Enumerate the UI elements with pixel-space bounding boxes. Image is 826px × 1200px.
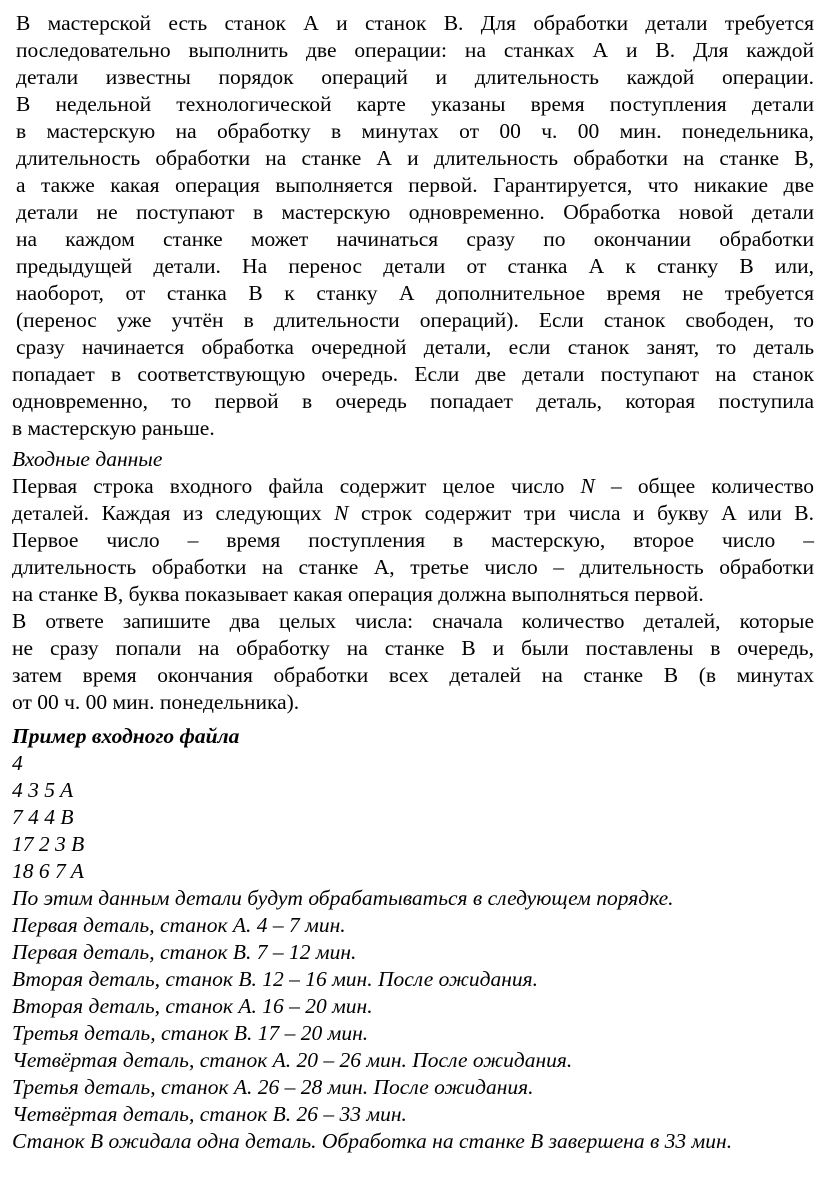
problem-line: наоборот, от станка В к станку А дополнительное время не требуется (16, 281, 814, 305)
problem-line: В недельной технологической карте указаны время поступления детали (16, 92, 814, 116)
problem-line: попадает в соответствующую очередь. Если две детали поступают на станок (12, 362, 814, 386)
example-explanation (12, 885, 814, 1155)
input-data-description (12, 473, 814, 608)
problem-line: а также какая операция выполняется первой. Гарантируется, что никакие две (16, 173, 814, 197)
input-line: длительность обработки на станке А, третье число – длительность обработки (12, 555, 814, 579)
problem-line: сразу начинается обработка очередной детали, если станок занят, то деталь (16, 335, 814, 359)
problem-line: в мастерскую на обработку в минутах от 00 ч. 00 мин. понедельника, (16, 119, 814, 143)
problem-line: предыдущей детали. На перенос детали от станка А к станку В или, (16, 254, 814, 278)
answer-line: В ответе запишите два целых числа: сначала количество деталей, которые (12, 609, 814, 633)
example-input-line: 18 6 7 A (12, 859, 84, 883)
example-input-line: 7 4 4 B (12, 805, 74, 829)
problem-statement (12, 10, 814, 442)
explanation-line: Четвёртая деталь, станок В. 26 – 33 мин. (12, 1102, 407, 1126)
explanation-line: Станок В ожидала одна деталь. Обработка на станке В завершена в 33 мин. (12, 1129, 733, 1153)
explanation-line: По этим данным детали будут обрабатываться в следующем порядке. (12, 886, 674, 910)
problem-line: в мастерскую раньше. (12, 416, 215, 440)
explanation-line: Первая деталь, станок А. 4 – 7 мин. (12, 913, 346, 937)
example-input-line: 4 (12, 751, 23, 775)
input-line: Первое число – время поступления в мастерскую, второе число – (12, 528, 814, 552)
input-data-heading: Входные данные (12, 447, 163, 471)
input-line: на станке В, буква показывает какая операция должна выполняться первой. (12, 582, 704, 606)
explanation-line: Четвёртая деталь, станок А. 20 – 26 мин. После ожидания. (12, 1048, 573, 1072)
example-input-line: 4 3 5 A (12, 778, 74, 802)
explanation-line: Третья деталь, станок А. 26 – 28 мин. После ожидания. (12, 1075, 534, 1099)
problem-line: детали не поступают в мастерскую одновременно. Обработка новой детали (16, 200, 814, 224)
answer-description (12, 608, 814, 716)
problem-line: (перенос уже учтён в длительности операций). Если станок свободен, то (16, 308, 814, 332)
explanation-line: Вторая деталь, станок В. 12 – 16 мин. После ожидания. (12, 967, 538, 991)
explanation-line: Первая деталь, станок В. 7 – 12 мин. (12, 940, 357, 964)
example-input (12, 750, 814, 885)
explanation-line: Вторая деталь, станок А. 16 – 20 мин. (12, 994, 373, 1018)
example-heading: Пример входного файла (12, 724, 240, 748)
problem-line: В мастерской есть станок А и станок В. Для обработки детали требуется (16, 11, 814, 35)
problem-line: длительность обработки на станке А и длительность обработки на станке В, (16, 146, 814, 170)
problem-line: последовательно выполнить две операции: на станках А и В. Для каждой (16, 38, 814, 62)
explanation-line: Третья деталь, станок В. 17 – 20 мин. (12, 1021, 369, 1045)
problem-line: детали известны порядок операций и длительность каждой операции. (16, 65, 814, 89)
input-line: деталей. Каждая из следующих N строк содержит три числа и букву A или B. (12, 501, 814, 525)
problem-line: на каждом станке может начинаться сразу по окончании обработки (16, 227, 814, 251)
input-line: Первая строка входного файла содержит целое число N – общее количество (12, 474, 814, 498)
example-input-line: 17 2 3 B (12, 832, 85, 856)
answer-line: от 00 ч. 00 мин. понедельника). (12, 690, 300, 714)
answer-line: затем время окончания обработки всех деталей на станке В (в минутах (12, 663, 814, 687)
problem-line: одновременно, то первой в очередь попадает деталь, которая поступила (12, 389, 814, 413)
answer-line: не сразу попали на обработку на станке В и были поставлены в очередь, (12, 636, 814, 660)
